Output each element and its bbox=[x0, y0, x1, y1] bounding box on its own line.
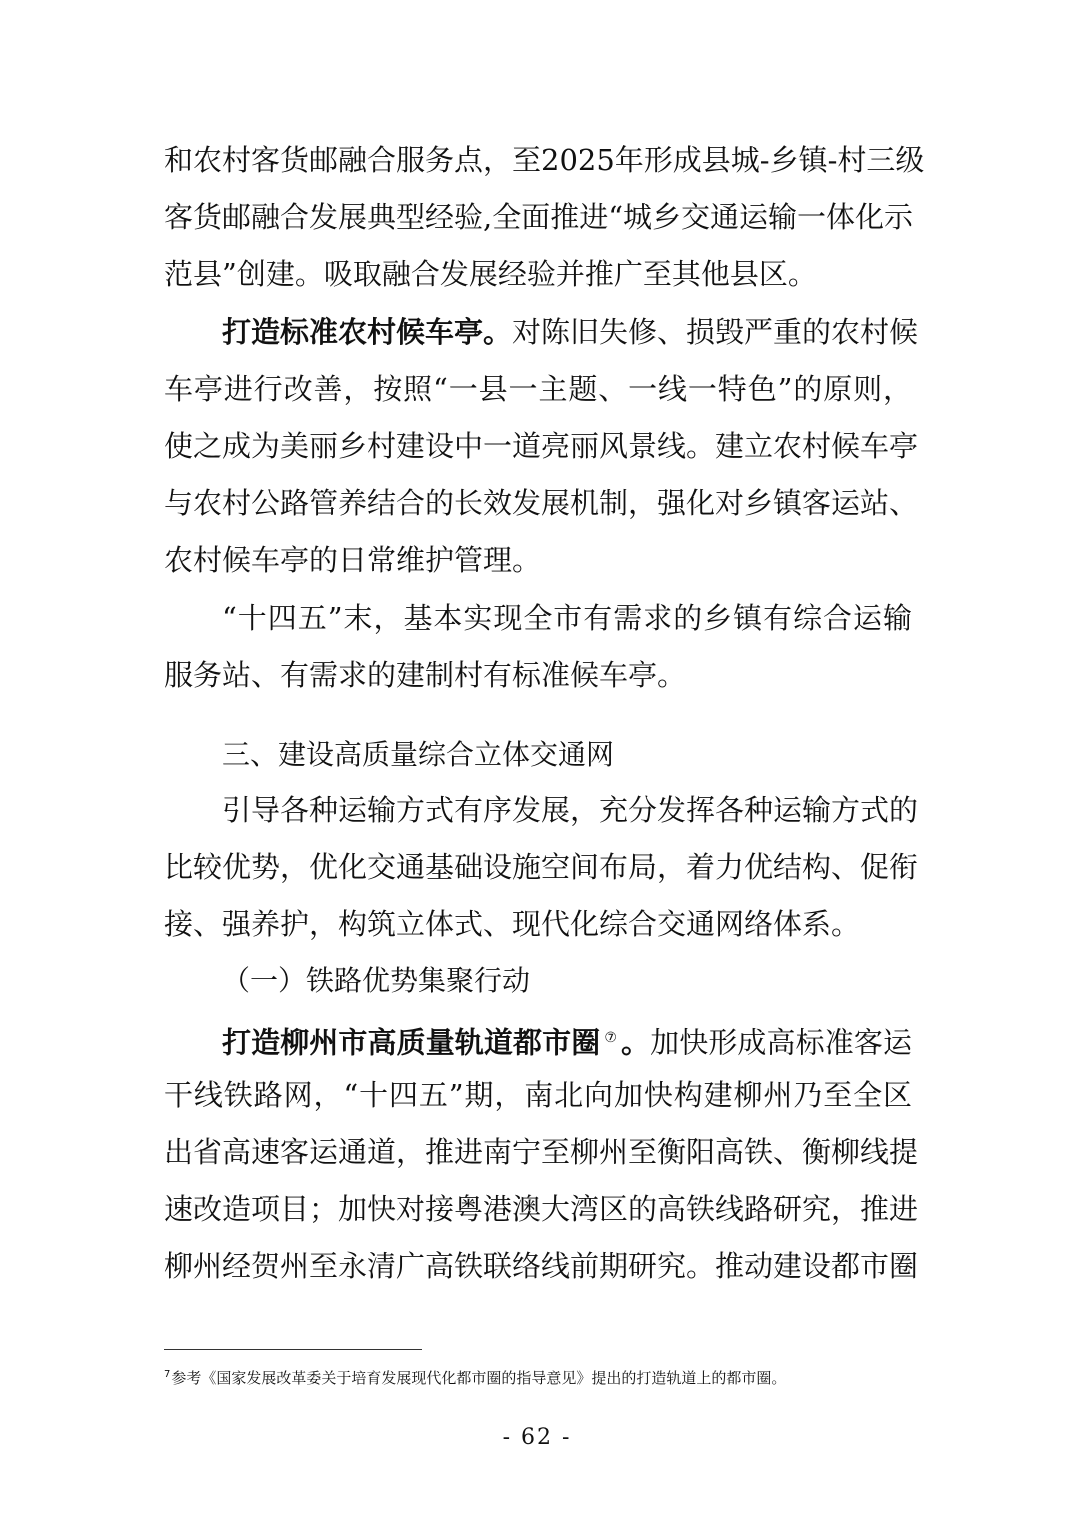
paragraph-line: 客货邮融合发展典型经验,全面推进“城乡交通运输一体化示 bbox=[164, 200, 914, 234]
paragraph-lead-bold: 打造柳州市高质量轨道都市圈 bbox=[222, 1025, 601, 1060]
paragraph-line: 出省高速客运通道，推进南宁至柳州至衡阳高铁、衡柳线提 bbox=[164, 1135, 919, 1169]
footnote-reference[interactable]: ⑦ bbox=[604, 1030, 618, 1046]
paragraph-line: 比较优势，优化交通基础设施空间布局，着力优结构、促衔 bbox=[164, 850, 919, 884]
paragraph-line bbox=[222, 312, 919, 352]
paragraph-line: 服务站、有需求的建制村有标准候车亭。 bbox=[164, 658, 687, 692]
sub-heading: （一）铁路优势集聚行动 bbox=[222, 964, 531, 997]
paragraph-line: 车亭进行改善，按照“一县一主题、一线一特色”的原则， bbox=[164, 372, 912, 406]
paragraph-line: 柳州经贺州至永清广高铁联络线前期研究。推动建设都市圈 bbox=[164, 1249, 919, 1283]
footnote-text: 参考《国家发展改革委关于培育发展现代化都市圈的指导意见》提出的打造轨道上的都市圈。 bbox=[171, 1369, 787, 1387]
section-heading: 三、建设高质量综合立体交通网 bbox=[222, 738, 615, 771]
paragraph-line: 使之成为美丽乡村建设中一道亮丽风景线。建立农村候车亭 bbox=[164, 429, 919, 463]
paragraph-line: “十四五”末，基本实现全市有需求的乡镇有综合运输 bbox=[222, 601, 912, 635]
paragraph-line: 与农村公路管养结合的长效发展机制，强化对乡镇客运站、 bbox=[164, 486, 919, 520]
paragraph-line: 农村候车亭的日常维护管理。 bbox=[164, 543, 542, 577]
paragraph-line: 范县”创建。吸取融合发展经验并推广至其他县区。 bbox=[164, 257, 817, 291]
paragraph-text: 对陈旧失修、损毁严重的农村候 bbox=[512, 315, 919, 349]
paragraph-lead-bold: 打造标准农村候车亭。 bbox=[222, 315, 513, 349]
page-number: - 62 - bbox=[502, 1425, 572, 1450]
paragraph-line: 引导各种运输方式有序发展，充分发挥各种运输方式的 bbox=[222, 793, 919, 827]
footnote bbox=[164, 1364, 786, 1389]
paragraph-line bbox=[222, 1018, 912, 1063]
footnote-mark: 7 bbox=[164, 1369, 171, 1380]
paragraph-lead-punct: 。 bbox=[621, 1025, 651, 1060]
paragraph-line: 和农村客货邮融合服务点，至2025年形成县城-乡镇-村三级 bbox=[164, 143, 925, 177]
paragraph-line: 干线铁路网，“十四五”期，南北向加快构建柳州乃至全区 bbox=[164, 1078, 912, 1112]
footnote-divider bbox=[164, 1349, 422, 1350]
paragraph-line: 接、强养护，构筑立体式、现代化综合交通网络体系。 bbox=[164, 907, 861, 941]
paragraph-text: 加快形成高标准客运 bbox=[650, 1025, 912, 1060]
paragraph-line: 速改造项目；加快对接粤港澳大湾区的高铁线路研究，推进 bbox=[164, 1192, 919, 1226]
